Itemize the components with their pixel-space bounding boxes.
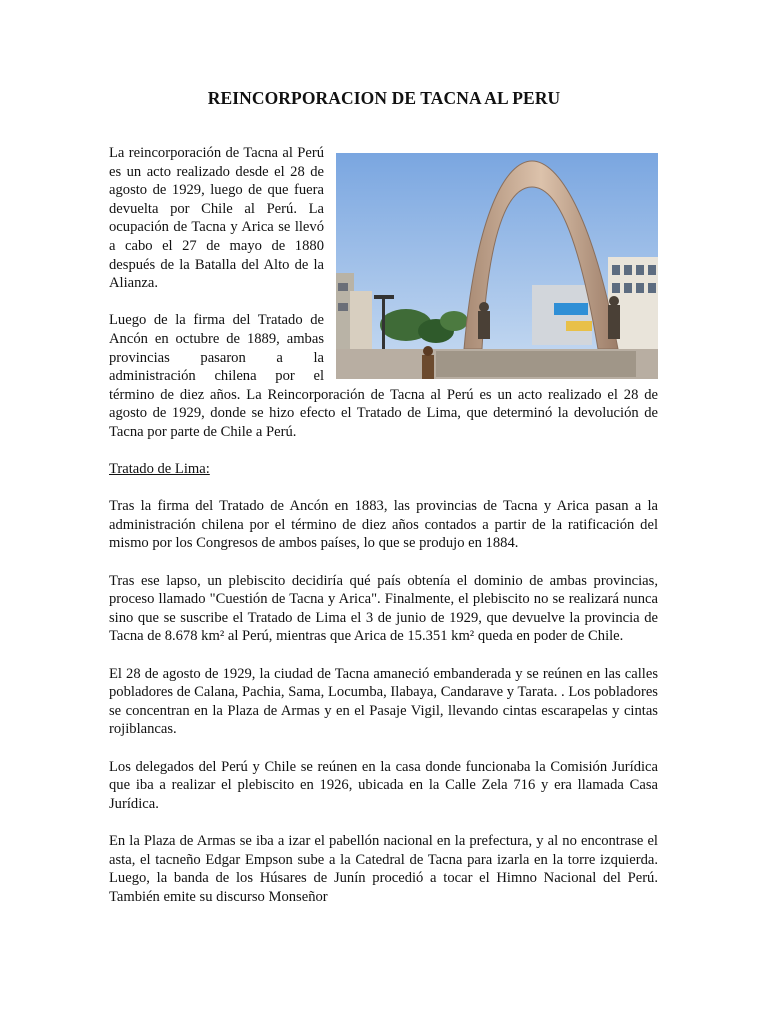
section-heading-tratado-de-lima: Tratado de Lima: xyxy=(109,461,210,478)
page-title: REINCORPORACION DE TACNA AL PERU xyxy=(207,88,561,108)
intro-paragraph-2: Luego de la firma del Tratado de Ancón en octubre de 1889, ambas provincias pasaron a la administración chilena por el término de diez años. La Reincorporación de Tacna al Perú es un acto realizado el 28 de agosto de 1929, donde se hizo efecto el Tratado de Lima, que determinó la devolución de Tacna por parte de Chile a Perú. xyxy=(109,312,658,440)
body-paragraph-5: En la Plaza de Armas se iba a izar el pabellón nacional en la prefectura, y al no encontrase el asta, el tacneño Edgar Empson sube a la Catedral de Tacna para izarla en la torre izquierda. Luego, la banda de los Húsares de Junín procedió a tocar el Himno Nacional del Perú. También emite su discurso Monseñor xyxy=(109,832,658,905)
body-paragraph-3: El 28 de agosto de 1929, la ciudad de Tacna amaneció embanderada y se reúnen en las calles pobladores de Calana, Pachia, Sama, Locumba, Ilabaya, Candarave y Tarata. . Los pobladores se concentran en la Plaza de Armas y en el Pasaje Vigil, llevando cintas escarapelas y cintas rojiblancas. xyxy=(109,665,658,738)
body-paragraph-1: Tras la firma del Tratado de Ancón en 1883, las provincias de Tacna y Arica pasan a la administración chilena por el término de diez años contados a partir de la ratificación del mismo por los Congresos de ambos países, lo que se produjo en 1884. xyxy=(109,498,658,552)
body-paragraph-4: Los delegados del Perú y Chile se reúnen en la casa donde funcionaba la Comisión Jurídica que iba a realizar el plebiscito en 1926, ubicada en la Calle Zela 716 y era llamada Casa Jurídica. xyxy=(109,758,658,812)
intro-paragraph-1: La reincorporación de Tacna al Perú es un acto realizado desde el 28 de agosto de 1929, luego de que fuera devuelta por Chile al Perú. La ocupación de Tacna y Arica se llevó a cabo el 27 de mayo de 1880 después de la Batalla del Alto de la Alianza. xyxy=(109,145,324,292)
document-body xyxy=(109,144,658,925)
arch-monument-photo xyxy=(336,153,658,379)
body-paragraph-2: Tras ese lapso, un plebiscito decidiría qué país obtenía el dominio de ambas provincias, proceso llamado "Cuestión de Tacna y Arica". Finalmente, el plebiscito no se realizará nunca sino que se suscribe el Tratado de Lima el 3 de junio de 1929, que devuelve la provincia de Tacna de 8.678 km² al Perú, mientras que Arica de 15.351 km² queda en poder de Chile. xyxy=(109,572,658,645)
